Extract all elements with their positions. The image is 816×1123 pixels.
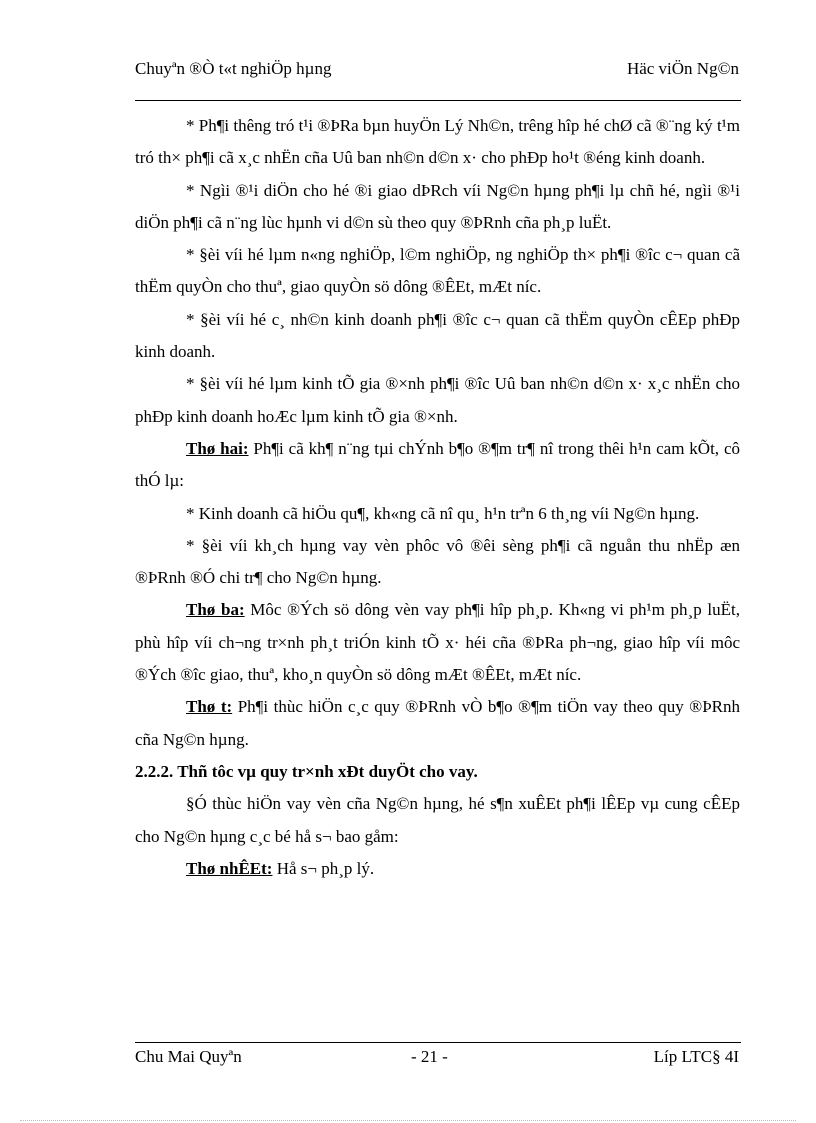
paragraph	[135, 304, 740, 369]
paragraph-text: Ph¶i thùc hiÖn c¸c quy ®ÞRnh vÒ b¶o ®¶m tiÖn vay theo quy ®ÞRnh cña Ng©n hµng.	[135, 697, 740, 749]
paragraph	[135, 498, 740, 530]
paragraph-lead: Thø t:	[186, 697, 233, 717]
paragraph-text: * §èi víi hé lµm n«ng nghiÖp, l©m nghiÖp, ng nghiÖp th× ph¶i ®îc c¬ quan cã thËm quyÒn cho thuª, giao quyÒn sö dông ®ÊEt, mÆt níc.	[135, 245, 740, 297]
paragraph-lead: Thø hai:	[186, 438, 249, 458]
paragraph-text: * Ph¶i thêng tró t¹i ®ÞRa bµn huyÖn Lý Nh©n, trêng hîp hé chØ cã ®¨ng ký t¹m tró th× ph¶i cã x¸c nhËn cña Uû ban nh©n d©n x· cho phÐp ho¹t ®éng kinh doanh.	[135, 116, 740, 168]
paragraph	[135, 853, 740, 885]
paragraph	[135, 110, 740, 175]
paragraph	[135, 433, 740, 498]
paragraph	[135, 175, 740, 240]
paragraph-text: Môc ®Ých sö dông vèn vay ph¶i hîp ph¸p. Kh«ng vi ph¹m ph¸p luËt, phù hîp víi ch¬ng tr×nh ph¸t triÓn kinh tÕ x· héi cña ®ÞRa ph¬ng, giao hîp víi môc ®Ých ®îc giao, thuª, kho¸n quyÒn sö dông mÆt ®ÊEt, mÆt níc.	[135, 600, 740, 685]
paragraph-text: * Ngìi ®¹i diÖn cho hé ®i giao dÞRch víi Ng©n hµng ph¶i lµ chñ hé, ngìi ®¹i diÖn ph¶i cã n¨ng lùc hµnh vi d©n sù theo quy ®ÞRnh cña ph¸p luËt.	[135, 180, 740, 232]
body-text	[135, 110, 740, 885]
page-edge-divider	[20, 1120, 796, 1121]
page-number: - 21 -	[411, 1047, 448, 1066]
footer-rule	[135, 1042, 741, 1043]
paragraph-text: §Ó thùc hiÖn vay vèn cña Ng©n hµng, hé s¶n xuÊEt ph¶i lÊEp vµ cung cÊEp cho Ng©n hµng c¸c bé hå s¬ bao gåm:	[135, 794, 740, 846]
footer-author: Chu Mai Quyªn	[135, 1047, 242, 1066]
paragraph	[135, 788, 740, 853]
paragraph-text: Hå s¬ ph¸p lý.	[272, 858, 375, 878]
paragraph-text: * §èi víi kh¸ch hµng vay vèn phôc vô ®êi sèng ph¶i cã nguån thu nhËp æn ®ÞRnh ®Ó chi tr¶ cho Ng©n hµng.	[135, 535, 740, 588]
footer-class: Líp LTC§ 4I	[653, 1047, 739, 1066]
page-header	[135, 58, 741, 101]
paragraph	[135, 594, 740, 691]
paragraph-text: Ph¶i cã kh¶ n¨ng tµi chÝnh b¶o ®¶m tr¶ nî trong thêi h¹n cam kÕt, cô thÓ lµ:	[135, 438, 740, 491]
paragraph-lead: Thø ba:	[186, 600, 245, 620]
paragraph	[135, 530, 740, 595]
paragraph-lead: Thø nhÊEt:	[186, 858, 273, 878]
paragraph	[135, 368, 740, 433]
paragraph-text: * Kinh doanh cã hiÖu qu¶, kh«ng cã nî qu¸ h¹n trªn 6 th¸ng víi Ng©n hµng.	[186, 503, 700, 523]
paragraph-text: * §èi víi hé c¸ nh©n kinh doanh ph¶i ®îc c¬ quan cã thËm quyÒn cÊEp phÐp kinh doanh.	[135, 309, 740, 362]
header-institution: Häc viÖn Ng©n	[626, 59, 739, 78]
paragraph	[135, 239, 740, 304]
section-heading-text: 2.2.2. Thñ tôc vµ quy tr×nh xÐt duyÖt cho vay.	[135, 761, 478, 781]
paragraph	[135, 691, 740, 756]
paragraph-text: * §èi víi hé lµm kinh tÕ gia ®×nh ph¶i ®îc Uû ban nh©n d©n x· x¸c nhËn cho phÐp kinh doanh hoÆc lµm kinh tÕ gia ®×nh.	[135, 374, 740, 426]
header-thesis-title: Chuyªn ®Ò t«t nghiÖp hµng	[135, 59, 332, 78]
page-footer	[135, 1046, 741, 1068]
section-heading	[135, 756, 740, 788]
